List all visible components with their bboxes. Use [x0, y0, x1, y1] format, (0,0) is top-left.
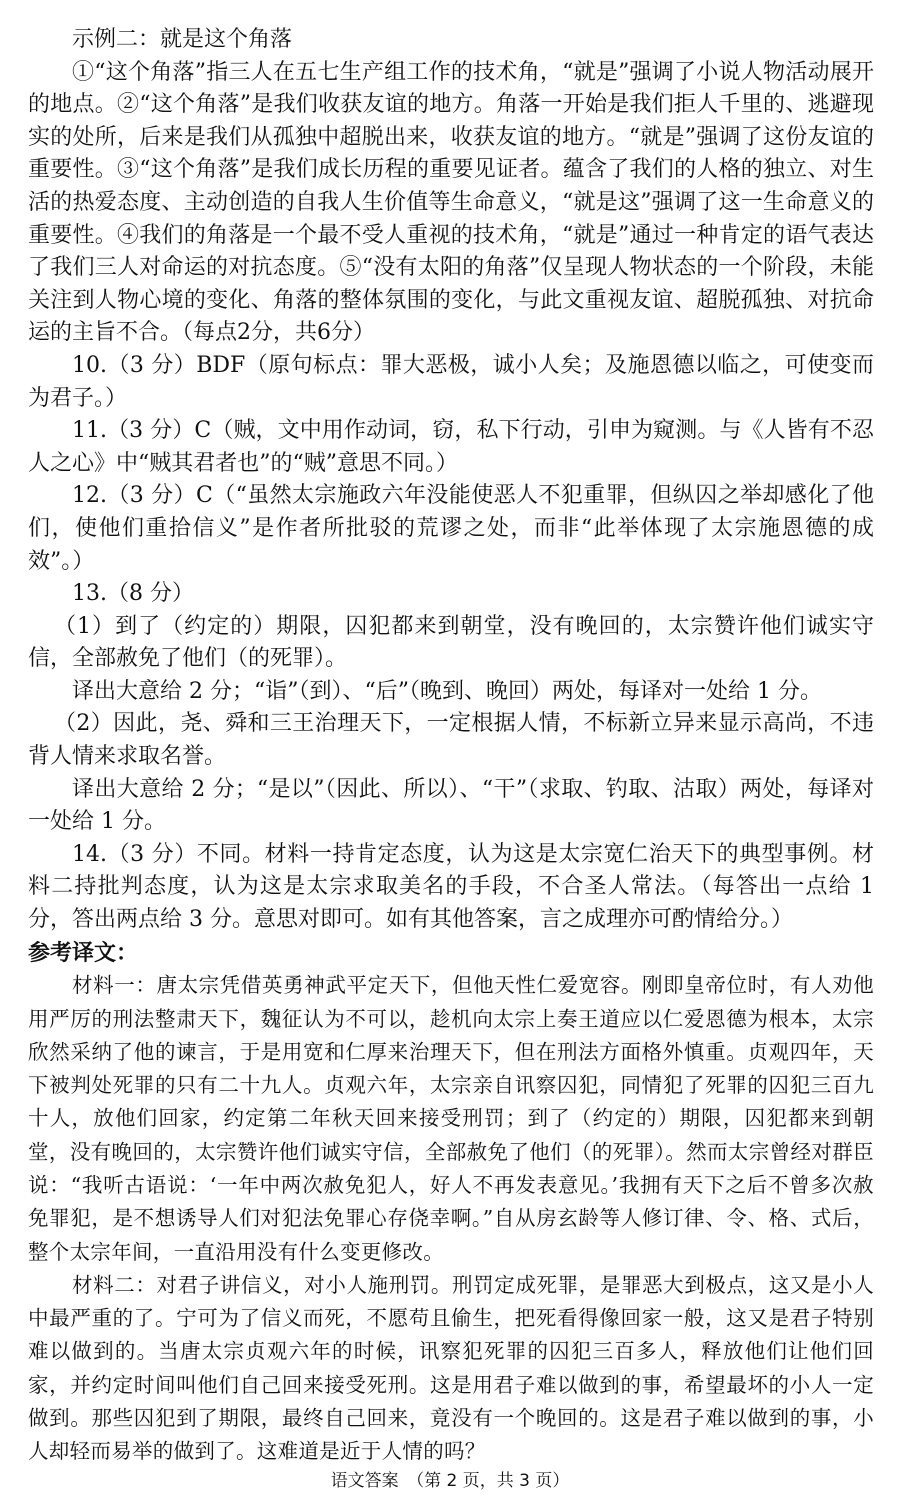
answer-q13-part1-scoring: 译出大意给 2 分；“诣”（到）、“后”（晚到、晚回）两处，每译对一处给 1 分。: [72, 678, 822, 704]
page-footer: 语文答案 （第 2 页，共 3 页）: [330, 1471, 570, 1491]
answer-q13-heading: 13.（8 分）: [72, 581, 194, 607]
answer-q13-part1: （1）到了（约定的）期限，囚犯都来到朝堂，没有晚回的，太宗赞许他们诚实守信，全部赦免了他们（的死罪）。: [28, 613, 874, 672]
answer-q14: 14.（3 分）不同。材料一持肯定态度，认为这是太宗宽仁治天下的典型事例。材料二持批判态度，认为这是太宗求取美名的手段，不合圣人常法。（每答出一点给 1 分，答出两点给 3 分。意思对即可。如有其他答案，言之成理亦可酌情给分。）: [28, 841, 874, 933]
answer-q12: 12.（3 分）C（“虽然太宗施政六年没能使恶人不犯重罪，但纵囚之举却感化了他们，使他们重拾信义”是作者所批驳的荒谬之处，而非“此举体现了太宗施恩德的成效”。）: [28, 483, 874, 574]
answer-q11: 11.（3 分）C（贼，文中用作动词，窃，私下行动，引申为窥测。与《人皆有不忍人之心》中“贼其君者也”的“贼”意思不同。）: [28, 418, 874, 476]
reference-translation: [28, 937, 874, 1469]
translation-heading: 参考译文：: [28, 939, 139, 966]
example2-title: 示例二：就是这个角落: [72, 27, 293, 52]
answer-q13-part2: （2）因此，尧、舜和三王治理天下，一定根据人情，不标新立异来显示高尚，不违背人情来求取名誉。: [28, 711, 874, 770]
answer-q13-part2-scoring: 译出大意给 2 分；“是以”（因此、所以）、“干”（求取、钓取、沽取）两处，每译对一处给 1 分。: [28, 776, 874, 835]
answer-q10: 10.（3 分）BDF（原句标点：罪大恶极，诚小人矣；及施恩德以临之，可使变而为君子。）: [28, 352, 874, 411]
example2-body: ①“这个角落”指三人在五七生产组工作的技术角，“就是”强调了小说人物活动展开的地点。②“这个角落”是我们收获友谊的地方。角落一开始是我们拒人千里的、逃避现实的处所，后来是我们从孤独中超脱出来，收获友谊的地方。“就是”强调了这份友谊的重要性。③“这个角落”是我们成长历程的重要见证者。蕴含了我们的人格的独立、对生活的热爱态度、主动创造的自我人生价值等生命意义，“就是这”强调了这一生命意义的重要性。④我们的角落是一个最不受人重视的技术角，“就是”通过一种肯定的语气表达了我们三人对命运的对抗态度。⑤“没有太阳的角落”仅呈现人物状态的一个阶段，未能关注到人物心境的变化、角落的整体氛围的变化，与此文重视友谊、超脱孤独、对抗命运的主旨不合。（每点2分，共6分）: [28, 59, 874, 346]
translation-material-1: 材料一：唐太宗凭借英勇神武平定天下，但他天性仁爱宽容。刚即皇帝位时，有人劝他用严厉的刑法整肃天下，魏征认为不可以，趁机向太宗上奏王道应以仁爱恩德为根本，太宗欣然采纳了他的谏言，于是用宽和仁厚来治理天下，但在刑法方面格外慎重。贞观四年，天下被判处死罪的只有二十九人。贞观六年，太宗亲自讯察囚犯，同情犯了死罪的囚犯三百九十人，放他们回家，约定第二年秋天回来接受刑罚；到了（约定的）期限，囚犯都来到朝堂，没有晚回的，太宗赞许他们诚实守信，全部赦免了他们（的死罪）。然而太宗曾经对群臣说：“我听古语说：‘一年中两次赦免犯人，好人不再发表意见。’我拥有天下之后不曾多次赦免罪犯，是不想诱导人们对犯法免罪心存侥幸啊。”自从房玄龄等人修订律、令、格、式后，整个太宗年间，一直沿用没有什么变更修改。: [28, 973, 874, 1264]
translation-material-2: 材料二：对君子讲信义，对小人施刑罚。刑罚定成死罪，是罪恶大到极点，这又是小人中最严重的了。宁可为了信义而死，不愿苟且偷生，把死看得像回家一般，这又是君子特别难以做到的。当唐太宗贞观六年的时候，讯察犯死罪的囚犯三百多人，释放他们让他们回家，并约定时间叫他们自己回来接受死刑。这是用君子难以做到的事，希望最坏的小人一定做到。那些囚犯到了期限，最终自己回来，竟没有一个晚回的。这是君子难以做到的事，小人却轻而易举的做到了。这难道是近于人情的吗？: [28, 1272, 874, 1464]
